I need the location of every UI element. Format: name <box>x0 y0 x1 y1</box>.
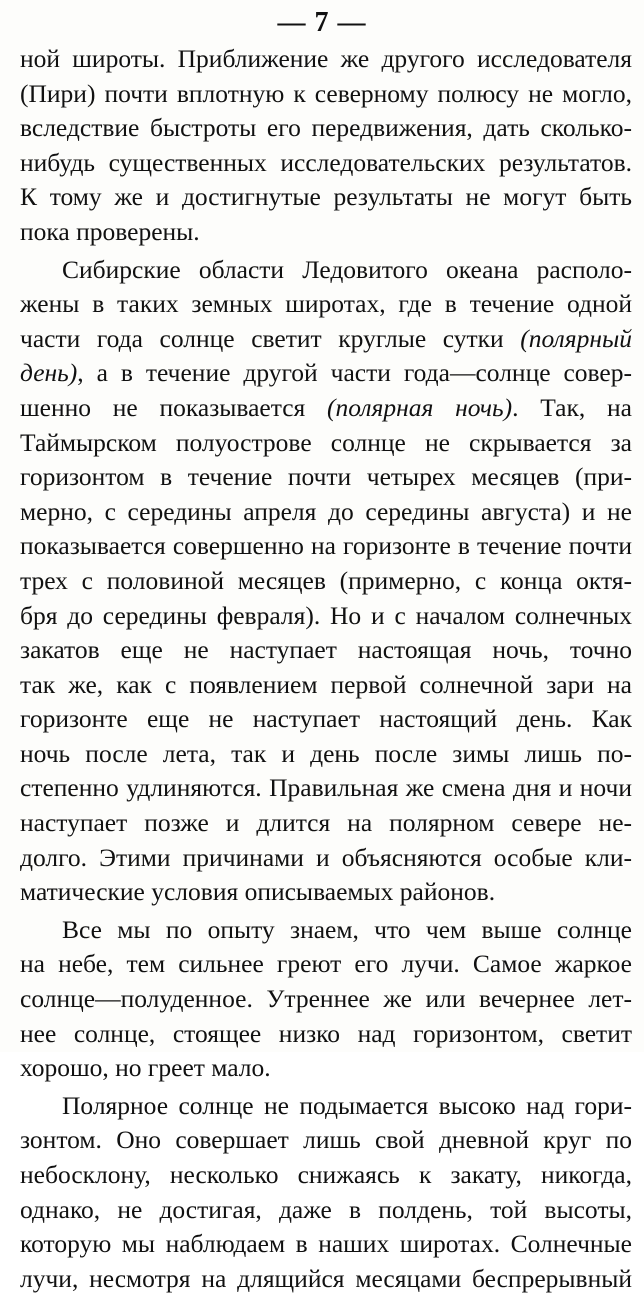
text-line: небосклону, несколько снижаясь к закату, никогда, <box>20 1160 632 1189</box>
italic-term: (полярная ночь) <box>327 392 513 422</box>
text-line: горизонтом в течение почти четырех месяцев (при- <box>20 462 632 492</box>
text-line: закатов еще не наступает настоящая ночь, точно <box>20 635 632 665</box>
page-number: — 7 — <box>277 7 367 38</box>
text-line: зонтом. Оно совершает лишь свой дневной круг по <box>20 1125 632 1155</box>
text-line: Сибирские области Ледовитого океана располо- <box>62 254 632 284</box>
text-line: К тому же и достигнутые результаты не могут быть <box>20 182 632 212</box>
text-line: шенно не показывается (полярная ночь). Так, на <box>20 392 632 422</box>
text-line: трех с половиной месяцев (примерно, с конца октя- <box>20 565 632 595</box>
text-line: Все мы по опыту знаем, что чем выше солнце <box>62 914 632 944</box>
text-line: которую мы наблюдаем в наших широтах. Солнечные <box>20 1229 632 1259</box>
text-line: так же, как с появлением первой солнечной зари на <box>20 669 632 699</box>
text-line: долго. Этими причинами и объясняются особые кли- <box>20 842 632 872</box>
paragraph-2 <box>20 253 632 910</box>
body-text <box>20 42 632 1296</box>
text-line: нее солнце, стоящее низко над горизонтом, светит <box>20 1018 632 1048</box>
text-line: части года солнце светит круглые сутки (полярный <box>20 323 632 353</box>
text-line: хорошо, но греет мало. <box>20 1053 271 1083</box>
text-line: ной широты. Приближение же другого исследователя <box>20 44 632 73</box>
text-line: ночь после лета, так и день после зимы лишь по- <box>20 738 632 768</box>
text-line: горизонте еще не наступает настоящий день. Как <box>20 704 632 734</box>
text-line: нибудь существенных исследовательских результатов. <box>20 147 632 177</box>
text-line: наступает позже и длится на полярном севере не- <box>20 808 632 838</box>
paragraph-1 <box>20 42 632 250</box>
text-line: (Пири) почти вплотную к северному полюсу не могло, <box>20 78 632 108</box>
text-line: на небе, тем сильнее греют его лучи. Самое жаркое <box>20 949 632 979</box>
italic-term: (полярный <box>520 323 632 353</box>
italic-term: день) <box>20 358 78 388</box>
text-line: мерно, с середины апреля до середины августа) и не <box>20 496 632 526</box>
text-line: день), а в течение другой части года—солнце совер- <box>20 358 632 388</box>
text-line: пока проверены. <box>20 216 200 246</box>
text-line: вследствие быстроты его передвижения, дать сколько- <box>20 113 632 143</box>
text-line: лучи, несмотря на длящийся месяцами беспрерывный <box>20 1263 632 1293</box>
paragraph-3 <box>20 913 632 1086</box>
text-line: бря до середины февраля). Но и с началом солнечных <box>20 600 632 630</box>
text-line: солнце—полуденное. Утреннее же или вечернее лет- <box>20 984 632 1014</box>
paragraph-4 <box>20 1089 632 1296</box>
text-line: матические условия описываемых районов. <box>20 877 496 907</box>
text-line: показывается совершенно на горизонте в течение почти <box>20 531 632 561</box>
text-line: Таймырском полуострове солнце не скрывается за <box>20 427 632 457</box>
text-line: степенно удлиняются. Правильная же смена дня и ночи <box>20 773 632 803</box>
text-line: однако, не достигая, даже в полдень, той высоты, <box>20 1194 632 1224</box>
text-line: жены в таких земных широтах, где в течение одной <box>20 289 632 319</box>
text-line: Полярное солнце не подымается высоко над гори- <box>62 1090 632 1120</box>
